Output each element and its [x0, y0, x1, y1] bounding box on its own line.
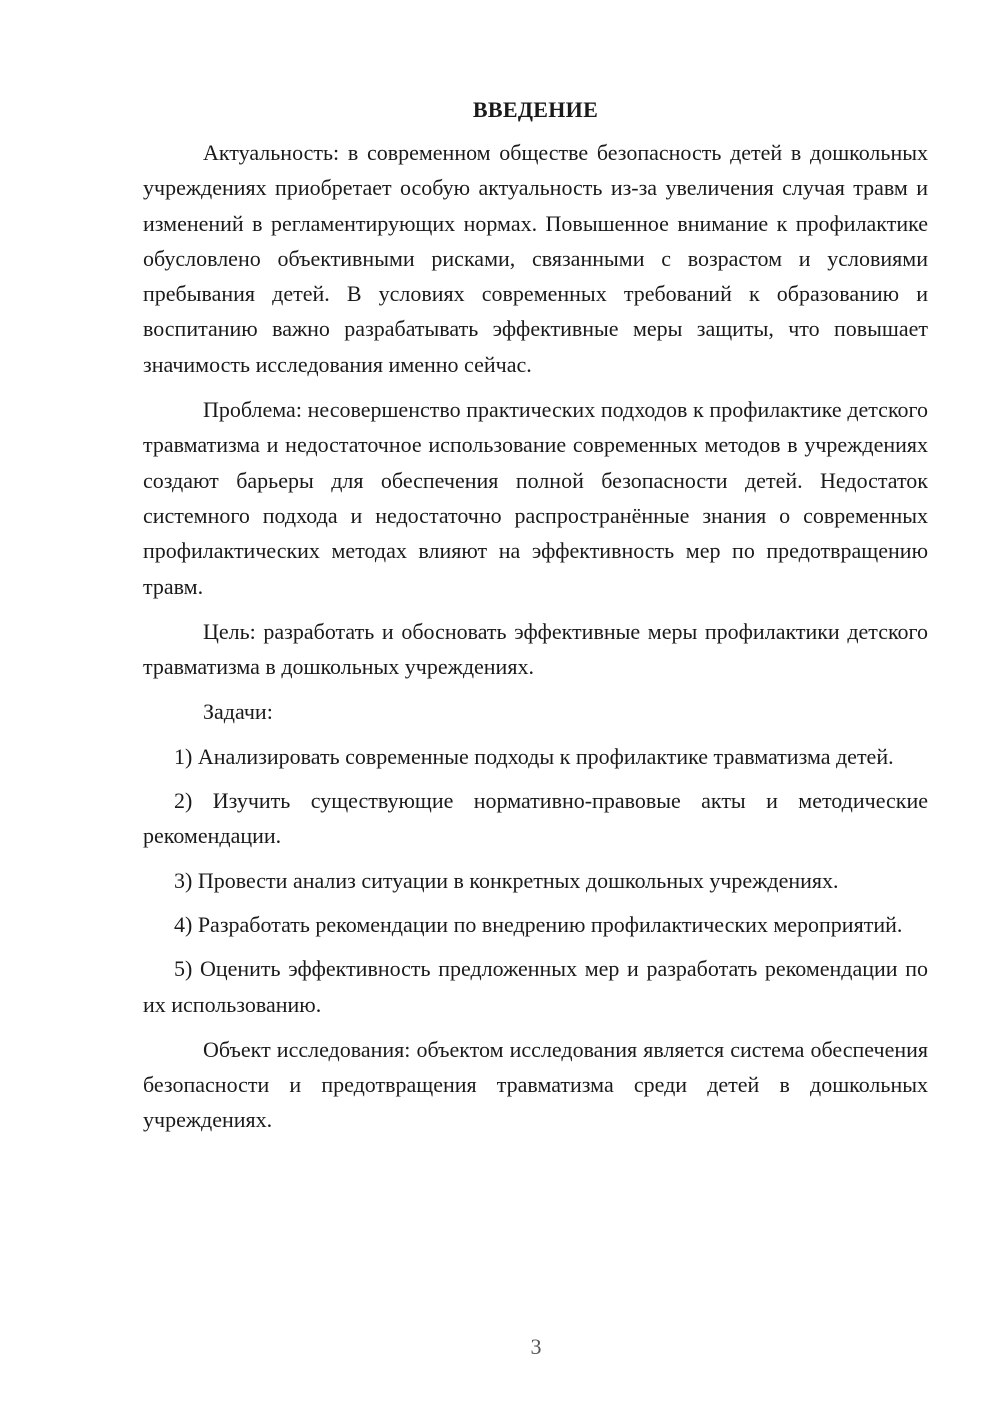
task-item-1: 1) Анализировать современные подходы к профилактике травматизма детей. [174, 743, 894, 769]
paragraph-relevance: Актуальность: в современном обществе безопасность детей в дошкольных учреждениях приобретает особую актуальность из-за увеличения случая травм и изменений в регламентирующих нормах. Повышенное внимание к профилактике обусловлено объективными рисками, связанными с возрастом и условиями пребывания детей. В условиях современных требований к образованию и воспитанию важно разрабатывать эффективные меры защиты, что повышает значимость исследования именно сейчас. [143, 140, 928, 377]
task-item-2: 2) Изучить существующие нормативно-правовые акты и методические рекомендации. [143, 788, 928, 849]
task-item-4: 4) Разработать рекомендации по внедрению профилактических мероприятий. [174, 911, 903, 937]
paragraph-problem: Проблема: несовершенство практических подходов к профилактике детского травматизма и недостаточное использование современных методов в учреждениях создают барьеры для обеспечения полной безопасности детей. Недостаток системного подхода и недостаточно распространённые знания о современных профилактических методах влияют на эффективность мер по предотвращению травм. [143, 397, 928, 599]
tasks-label: Задачи: [203, 699, 273, 725]
paragraph-goal: Цель: разработать и обосновать эффективные меры профилактики детского травматизма в дошкольных учреждениях. [143, 618, 928, 680]
section-heading: ВВЕДЕНИЕ [472, 97, 599, 122]
paragraph-object: Объект исследования: объектом исследования является система обеспечения безопасности и предотвращения травматизма среди детей в дошкольных учреждениях. [143, 1036, 928, 1133]
document-page [143, 95, 928, 1138]
page-number: 3 [530, 1334, 542, 1359]
task-item-5: 5) Оценить эффективность предложенных мер и разработать рекомендации по их использованию. [143, 956, 928, 1017]
task-item-3: 3) Провести анализ ситуации в конкретных дошкольных учреждениях. [174, 867, 839, 893]
